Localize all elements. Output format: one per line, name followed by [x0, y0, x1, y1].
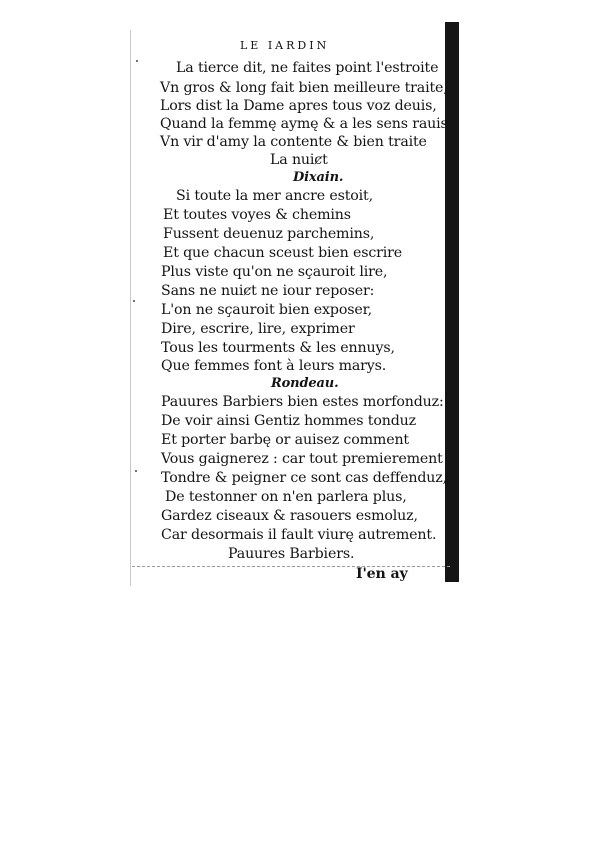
verse-line: Que femmes font à leurs marys.	[161, 358, 387, 374]
verse-line: Car desormais il fault viurę autrement.	[161, 527, 437, 543]
verse-line: Vn gros & long fait bien meilleure traite,	[160, 80, 448, 96]
verse-line: De voir ainsi Gentiz hommes tonduz	[161, 413, 416, 429]
verse-line: Tous les tourments & les ennuys,	[161, 340, 395, 356]
verse-line: Gardez ciseaux & rasouers esmoluz,	[161, 508, 418, 524]
verse-line: Pauures Barbiers bien estes morfonduz:	[161, 394, 444, 410]
verse-line: L'on ne sçauroit bien exposer,	[161, 302, 373, 318]
verse-line: Quand la femmę aymę & a les sens rauis,	[160, 116, 453, 132]
binding-shadow	[445, 22, 459, 582]
print-speck	[135, 470, 137, 472]
verse-line: Dire, escrire, lire, exprimer	[161, 321, 355, 337]
verse-line: Tondre & peigner ce sont cas deffenduz,	[161, 470, 447, 486]
print-speck	[136, 60, 138, 62]
catchword: I'en ay	[356, 566, 408, 582]
catchline: La nuiȼt	[270, 152, 328, 168]
refrain-line: Pauures Barbiers.	[228, 546, 355, 562]
verse-line: Si toute la mer ancre estoit,	[176, 188, 373, 204]
print-speck	[133, 300, 135, 302]
running-header: LE IARDIN	[240, 39, 330, 52]
section-heading-dixain: Dixain.	[293, 170, 344, 185]
verse-line: Vn vir d'amy la contente & bien traite	[160, 134, 427, 150]
verse-line: Vous gaignerez : car tout premierement	[161, 451, 443, 467]
verse-line: Et que chacun sceust bien escrire	[163, 245, 403, 261]
verse-line: Lors dist la Dame apres tous voz deuis,	[160, 98, 437, 114]
verse-line: Sans ne nuiȼt ne iour reposer:	[161, 283, 375, 299]
verse-line: Et toutes voyes & chemins	[163, 207, 351, 223]
verse-line: Plus viste qu'on ne sçauroit lire,	[161, 264, 388, 280]
verse-line: La tierce dit, ne faites point l'estroite	[176, 60, 439, 76]
verse-line: Fussent deuenuz parchemins,	[163, 226, 375, 242]
verse-line: Et porter barbę or auisez comment	[161, 432, 409, 448]
verse-line: De testonner on n'en parlera plus,	[165, 489, 407, 505]
section-heading-rondeau: Rondeau.	[271, 376, 339, 391]
page-edge	[130, 30, 131, 586]
